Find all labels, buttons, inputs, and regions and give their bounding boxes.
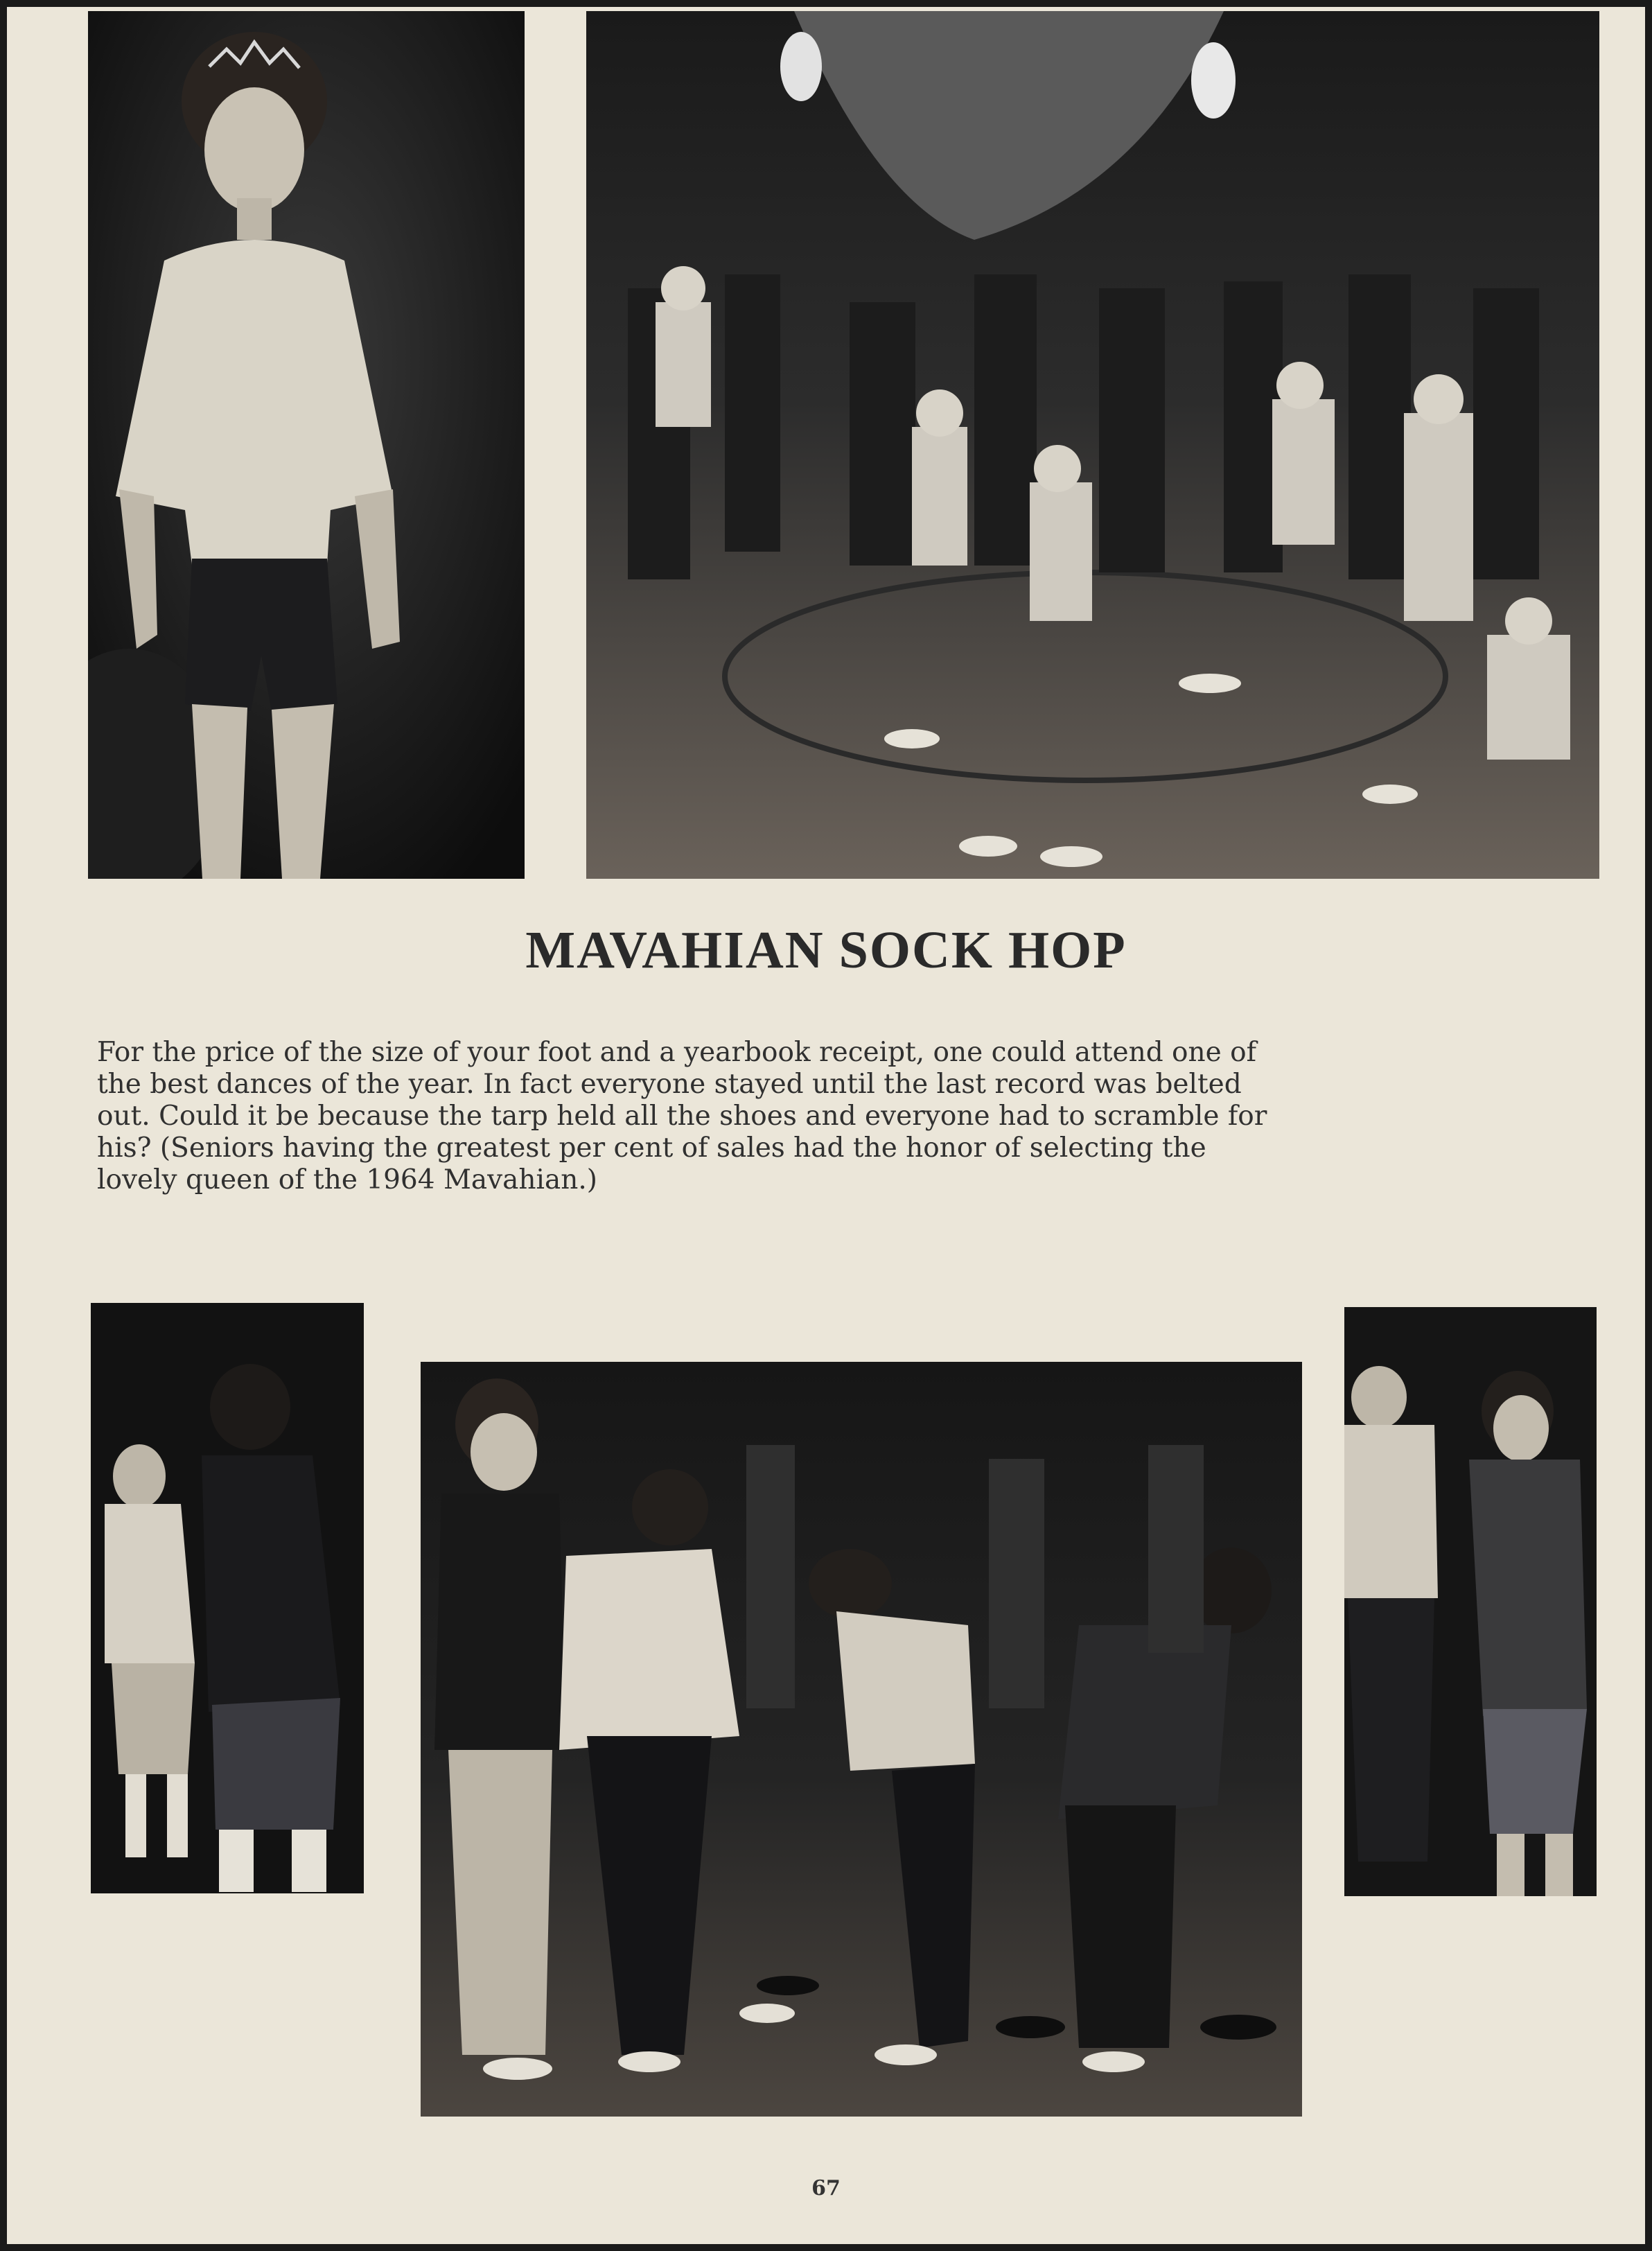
body-line: For the price of the size of your foot and a yearbook receipt, one could attend one of (97, 1037, 1257, 1068)
body-line: out. Could it be because the tarp held all the shoes and everyone had to scramble for (97, 1101, 1267, 1132)
queen-portrait-photo (88, 11, 525, 879)
yearbook-page (7, 7, 1645, 2244)
dance-floor-image (586, 11, 1599, 879)
body-line: his? (Seniors having the greatest per cent of sales had the honor of selecting the (97, 1132, 1206, 1164)
page-headline: MAVAHIAN SOCK HOP (525, 921, 1127, 979)
dance-floor-photo (586, 11, 1599, 879)
page-number: 67 (811, 2176, 841, 2200)
article-body (97, 1037, 1552, 1196)
body-line: the best dances of the year. In fact everyone stayed until the last record was belted (97, 1069, 1242, 1100)
dancers-right-image (1344, 1307, 1597, 1896)
body-line: lovely queen of the 1964 Mavahian.) (97, 1164, 597, 1195)
dancers-right-photo (1344, 1307, 1597, 1896)
queen-portrait-image (88, 11, 525, 879)
dancers-left-photo (91, 1303, 364, 1893)
shoe-scramble-image (421, 1362, 1302, 2117)
dancers-left-image (91, 1303, 364, 1893)
shoe-scramble-photo (421, 1362, 1302, 2117)
